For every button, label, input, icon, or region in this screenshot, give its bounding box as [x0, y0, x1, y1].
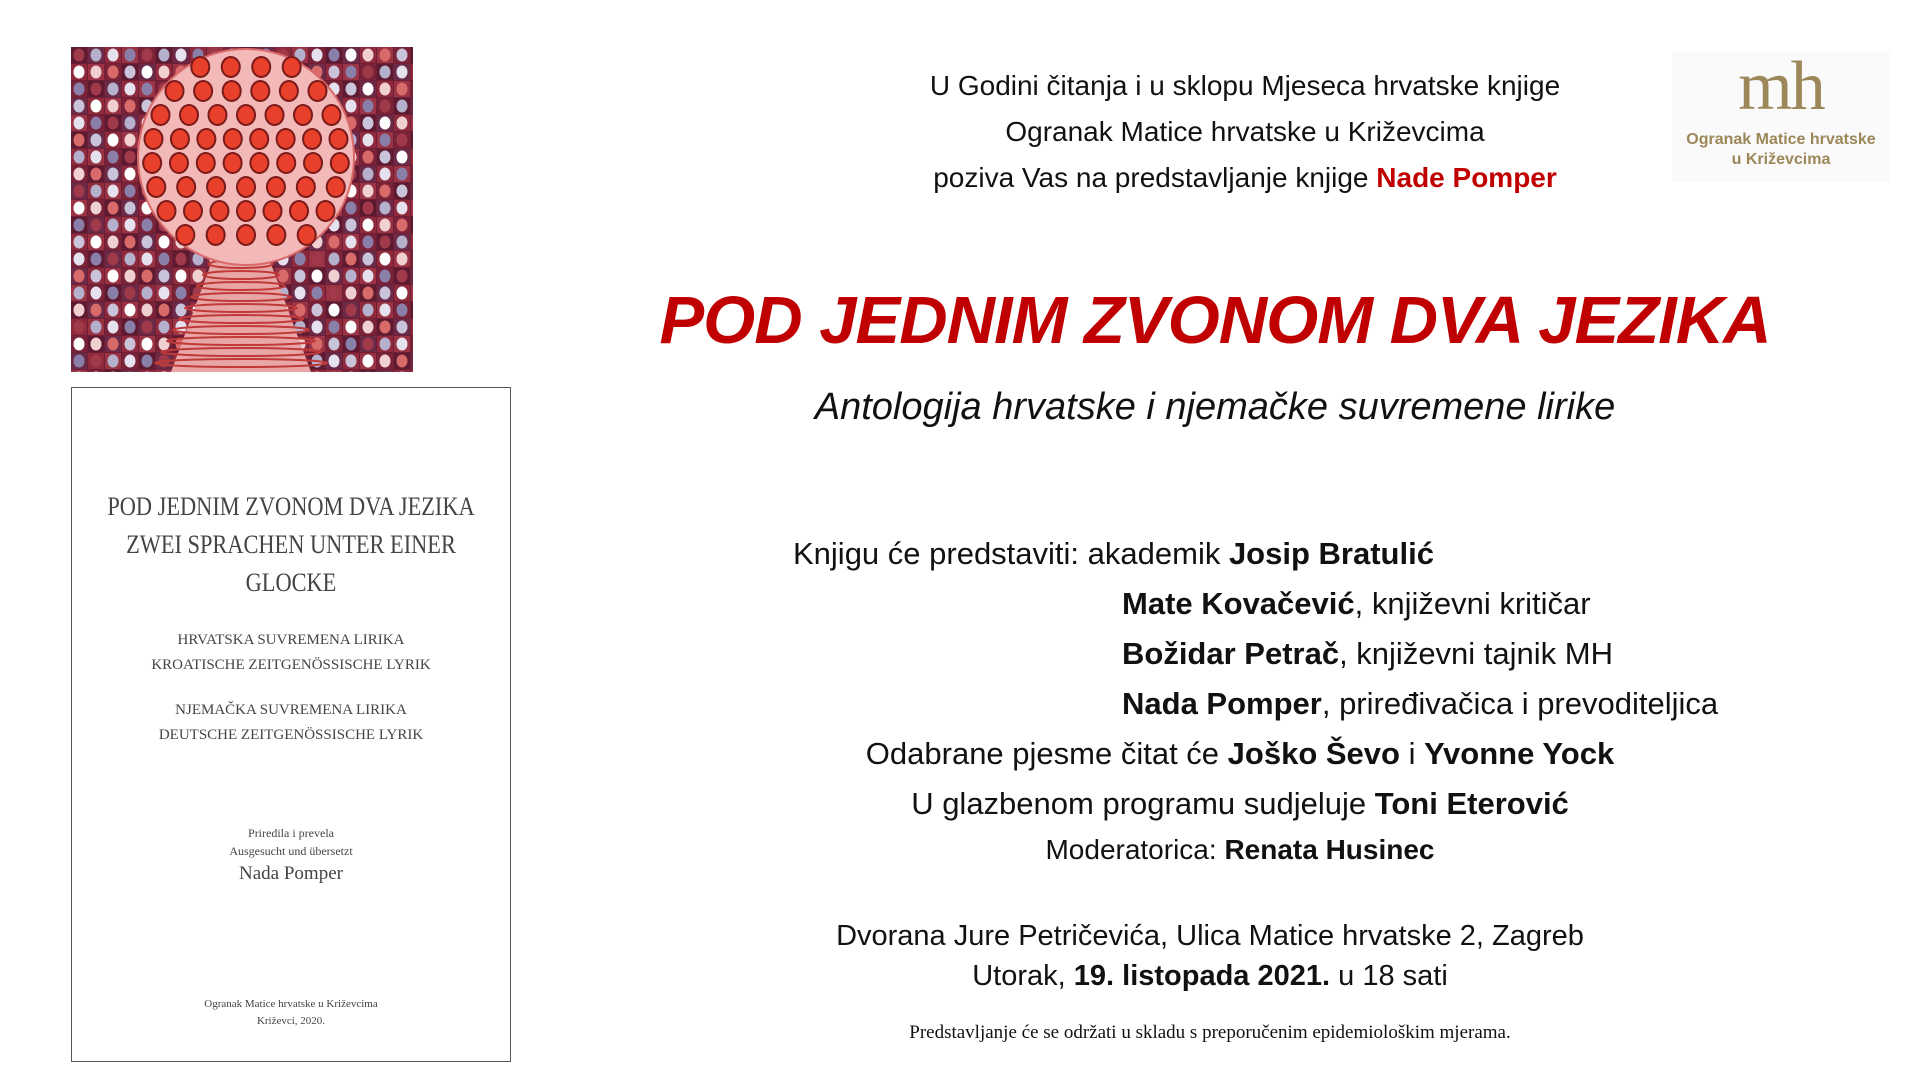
presenter-line-1 — [793, 536, 1434, 572]
cover-title — [103, 488, 480, 602]
presenter-line-2 — [1122, 586, 1591, 622]
intro-line-3 — [870, 162, 1620, 194]
cover-credit-line-1: Priredila i prevela — [248, 826, 334, 840]
event-venue: Dvorana Jure Petričevića, Ulica Matice hrvatske 2, Zagreb — [836, 920, 1584, 952]
music-line — [830, 786, 1650, 822]
moderator-prefix: Moderatorica: — [1045, 834, 1225, 865]
musician-name: Toni Eterović — [1374, 786, 1569, 821]
presenter-name-3: Božidar Petrač — [1122, 636, 1340, 671]
readers-prefix: Odabrane pjesme čitat će — [865, 736, 1228, 771]
music-prefix: U glazbenom programu sudjeluje — [911, 786, 1375, 821]
reader-name-1: Joško Ševo — [1227, 736, 1400, 771]
intro-line-2: Ogranak Matice hrvatske u Križevcima — [1005, 116, 1485, 147]
presenter-name-4: Nada Pomper — [1122, 686, 1322, 721]
cover-title-line-1: POD JEDNIM ZVONOM DVA JEZIKA — [107, 492, 475, 521]
event-title: POD JEDNIM ZVONOM DVA JEZIKA — [659, 283, 1771, 358]
cover-publisher-line-2: Križevci, 2020. — [256, 1015, 326, 1027]
logo-name-line-2: u Križevcima — [1731, 151, 1831, 168]
matica-logo — [1672, 48, 1890, 182]
cover-editor: Nada Pomper — [239, 863, 343, 884]
op-art-painting — [71, 47, 413, 372]
epidemiological-note: Predstavljanje će se održati u skladu s preporučenim epidemiološkim mjerama. — [909, 1022, 1511, 1043]
cover-publisher — [72, 996, 510, 1030]
logo-mark: mh — [1738, 48, 1824, 125]
event-date-value: 19. listopada 2021. — [1073, 960, 1331, 992]
event-subtitle: Antologija hrvatske i njemačke suvremene lirike — [814, 386, 1616, 428]
intro-line-3-prefix: poziva Vas na predstavljanje knjige — [933, 162, 1377, 193]
intro-line-1: U Godini čitanja i u sklopu Mjeseca hrvatske knjige — [929, 70, 1561, 101]
cover-title-line-2: ZWEI SPRACHEN UNTER EINER GLOCKE — [126, 530, 456, 597]
cover-publisher-line-1: Ogranak Matice hrvatske u Križevcima — [204, 998, 378, 1010]
cover-section-german-line-1: NJEMAČKA SUVREMENA LIRIKA — [175, 702, 407, 718]
readers-line — [830, 736, 1650, 772]
logo-name-line-1: Ogranak Matice hrvatske — [1686, 131, 1876, 148]
cover-section-croatian-line-2: KROATISCHE ZEITGENÖSSISCHE LYRIK — [151, 657, 431, 673]
presenter-line-4 — [1122, 686, 1718, 722]
readers-and: i — [1399, 736, 1425, 771]
cover-artwork — [71, 47, 413, 372]
presenter-role-4: , priređivačica i prevoditeljica — [1321, 686, 1719, 721]
presenters-intro: Knjigu će predstaviti: akademik — [793, 536, 1229, 571]
intro-author: Nade Pomper — [1376, 162, 1557, 193]
moderator-name: Renata Husinec — [1224, 834, 1435, 865]
event-date — [760, 960, 1660, 993]
logo-name — [1672, 130, 1890, 170]
presenter-role-2: , književni kritičar — [1354, 586, 1591, 621]
presenter-name-1: Josip Bratulić — [1228, 536, 1434, 571]
presenter-role-3: , književni tajnik MH — [1339, 636, 1613, 671]
cover-section-croatian-line-1: HRVATSKA SUVREMENA LIRIKA — [177, 632, 405, 648]
cover-credit — [72, 824, 510, 860]
cover-section-croatian — [72, 628, 510, 678]
moderator-line — [830, 834, 1650, 866]
cover-section-german-line-2: DEUTSCHE ZEITGENÖSSISCHE LYRIK — [158, 727, 424, 743]
cover-section-german — [72, 698, 510, 748]
book-cover — [71, 387, 511, 1062]
reader-name-2: Yvonne Yock — [1424, 736, 1615, 771]
presenter-line-3 — [1122, 636, 1613, 672]
event-date-prefix: Utorak, — [972, 960, 1074, 992]
presenter-name-2: Mate Kovačević — [1122, 586, 1355, 621]
event-date-time: u 18 sati — [1330, 960, 1448, 992]
cover-credit-line-2: Ausgesucht und übersetzt — [229, 844, 353, 858]
